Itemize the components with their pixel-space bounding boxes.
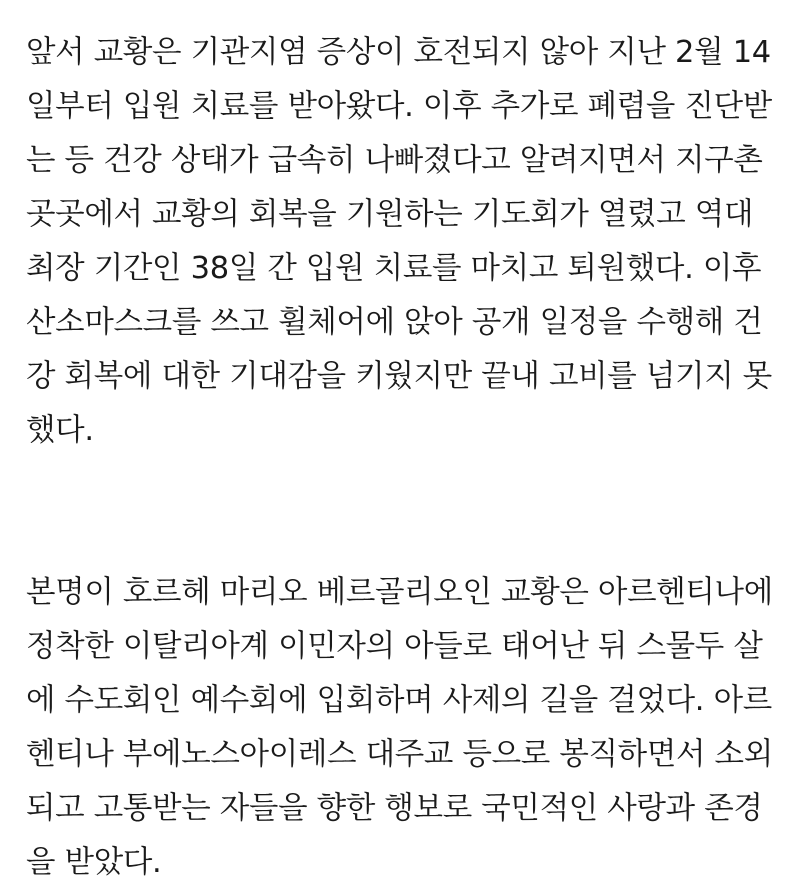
paragraph-spacer bbox=[26, 458, 786, 566]
article-body bbox=[26, 26, 786, 890]
paragraph-1-line: 곳곳에서 교황의 회복을 기원하는 기도회가 열렸고 역대 bbox=[26, 197, 754, 232]
paragraph-2 bbox=[26, 566, 786, 890]
paragraph-1-line: 산소마스크를 쓰고 휠체어에 앉아 공개 일정을 수행해 건 bbox=[26, 305, 763, 340]
paragraph-2-line: 을 받았다. bbox=[26, 845, 162, 880]
paragraph-1 bbox=[26, 26, 786, 458]
paragraph-2-line: 되고 고통받는 자들을 향한 행보로 국민적인 사랑과 존경 bbox=[26, 791, 763, 826]
paragraph-2-line: 헨티나 부에노스아이레스 대주교 등으로 봉직하면서 소외 bbox=[26, 737, 773, 772]
paragraph-1-line: 최장 기간인 38일 간 입원 치료를 마치고 퇴원했다. 이후 bbox=[26, 251, 762, 286]
paragraph-2-line: 정착한 이탈리아계 이민자의 아들로 태어난 뒤 스물두 살 bbox=[26, 629, 763, 664]
paragraph-1-line: 했다. bbox=[26, 413, 94, 448]
paragraph-1-line: 강 회복에 대한 기대감을 키웠지만 끝내 고비를 넘기지 못 bbox=[26, 359, 772, 394]
paragraph-2-line: 에 수도회인 예수회에 입회하며 사제의 길을 걸었다. 아르 bbox=[26, 683, 772, 718]
paragraph-1-line: 일부터 입원 치료를 받아왔다. 이후 추가로 폐렴을 진단받 bbox=[26, 89, 772, 124]
paragraph-1-line: 는 등 건강 상태가 급속히 나빠졌다고 알려지면서 지구촌 bbox=[26, 143, 763, 178]
paragraph-1-line: 앞서 교황은 기관지염 증상이 호전되지 않아 지난 2월 14 bbox=[26, 35, 771, 70]
paragraph-2-line: 본명이 호르헤 마리오 베르골리오인 교황은 아르헨티나에 bbox=[26, 575, 773, 610]
